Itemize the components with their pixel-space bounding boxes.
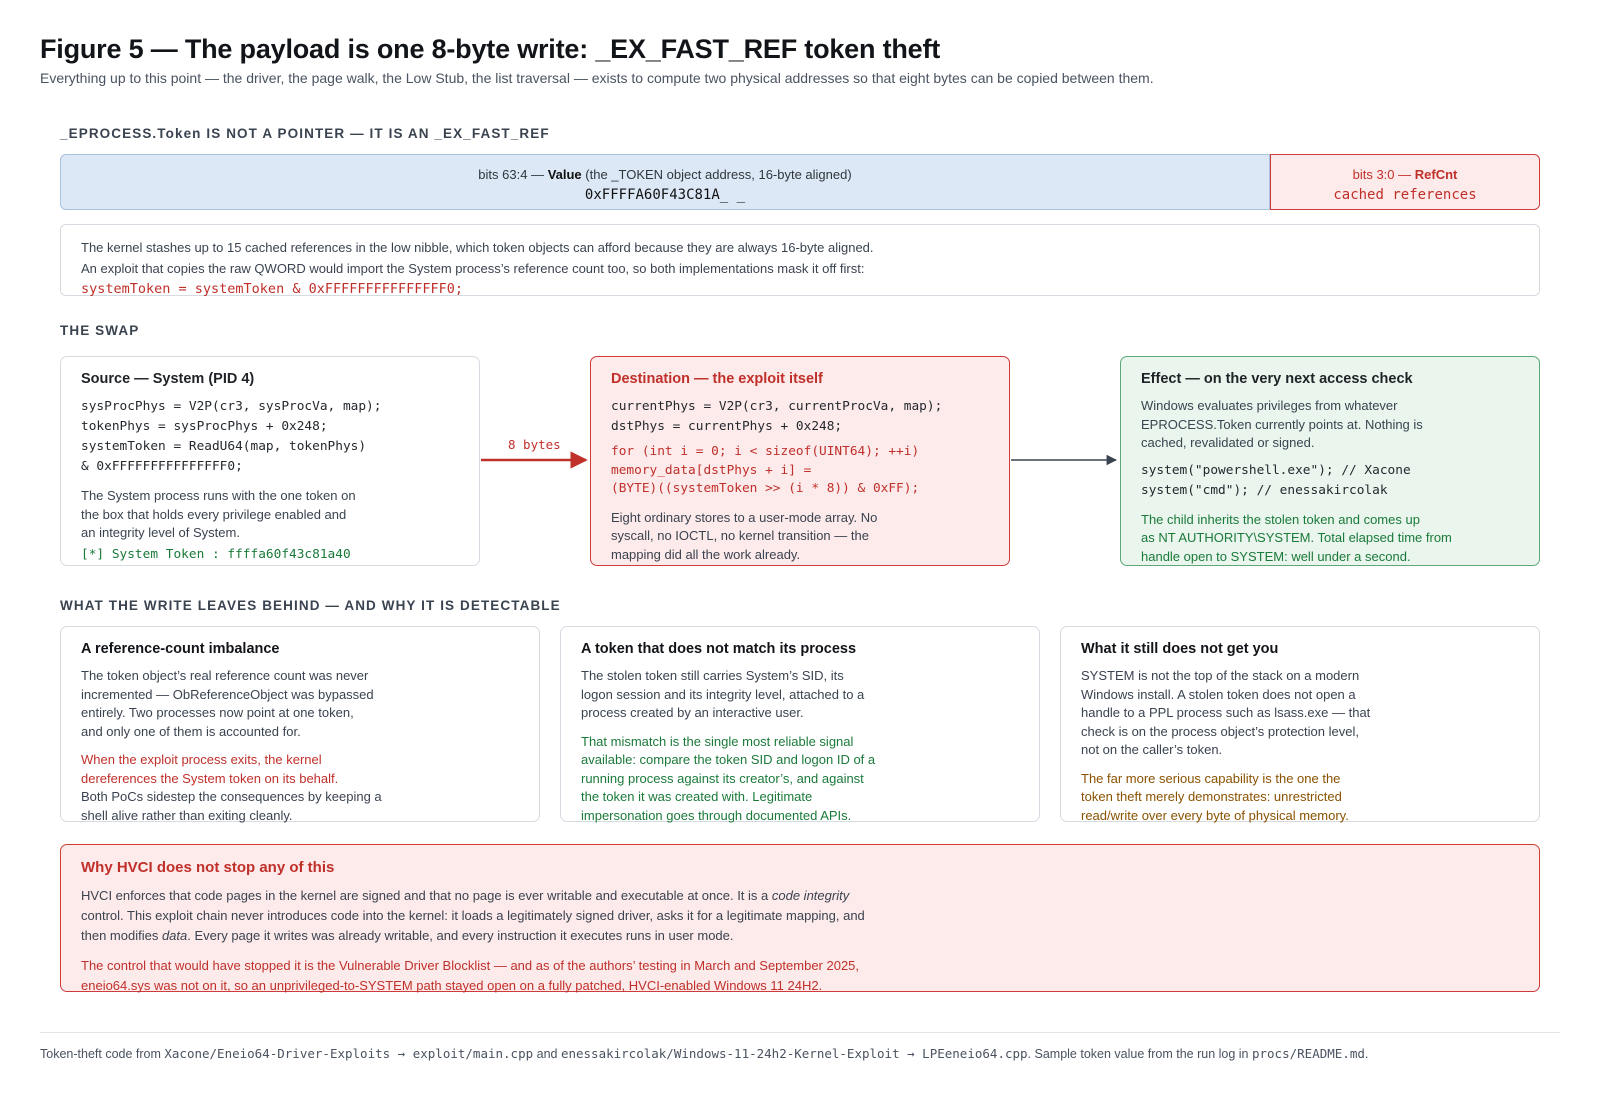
- section-label-detect: WHAT THE WRITE LEAVES BEHIND — AND WHY IT IS DETECTABLE: [60, 598, 561, 613]
- effect-result: [1141, 511, 1519, 567]
- source-path: procs/README.md: [1251, 1046, 1365, 1061]
- value-example: 0xFFFFA60F43C81A_ _: [584, 187, 746, 203]
- mask-code: systemToken = systemToken & 0xFFFFFFFFFFFFFFF0;: [81, 281, 464, 297]
- code-line: currentPhys = V2P(cr3, currentProcVa, map);: [611, 399, 943, 414]
- value-desc: (the _TOKEN object address, 16-byte aligned): [585, 167, 852, 182]
- hvci-paragraph-2: [81, 956, 1519, 996]
- body-line: control. This exploit chain never introduces code into the kernel: it loads a legitimately signed driver, asks it for a legitimate mapping, and: [81, 908, 865, 923]
- body-line: process created by an interactive user.: [581, 705, 804, 720]
- text-run: and: [533, 1047, 561, 1061]
- note-line-1: The kernel stashes up to 15 cached references in the low nibble, which token objects can afford because they are always 16-byte aligned.: [81, 240, 874, 255]
- code-line: system("powershell.exe"); // Xacone: [1141, 462, 1411, 478]
- card-body: [1081, 667, 1519, 760]
- code-line: memory_data[dstPhys + i] =: [611, 462, 812, 478]
- text-run: then modifies: [81, 928, 162, 943]
- code-line: tokenPhys = sysProcPhys + 0x248;: [81, 419, 328, 434]
- body-line: and only one of them is accounted for.: [81, 723, 301, 739]
- body-line: entirely. Two processes now point at one token,: [81, 705, 354, 720]
- body-line: Windows install. A stolen token does not open a: [1081, 686, 1356, 702]
- body-line: available: compare the token SID and logon ID of a: [581, 752, 876, 767]
- hvci-callout: [60, 844, 1540, 992]
- section-label-token: _EPROCESS.Token IS NOT A POINTER — IT IS AN _EX_FAST_REF: [60, 126, 550, 141]
- code-line: systemToken = ReadU64(map, tokenPhys): [81, 439, 367, 454]
- refcnt-bits: bits 3:0 —: [1352, 167, 1412, 182]
- text-run: . Sample token value from the run log in: [1027, 1047, 1252, 1061]
- card-title: A reference-count imbalance: [81, 641, 280, 657]
- source-title: Source — System (PID 4): [81, 371, 255, 387]
- body-line: dereferences the System token on its behalf.: [81, 770, 339, 786]
- footer-divider: [40, 1032, 1560, 1033]
- effect-code: [1141, 461, 1519, 501]
- body-line: running process against its creator’s, and against: [581, 770, 864, 786]
- card-title: A token that does not match its process: [581, 641, 857, 657]
- page-title: Figure 5 — The payload is one 8-byte write: _EX_FAST_REF token theft: [40, 34, 941, 64]
- body-line: Both PoCs sidestep the consequences by keeping a: [81, 789, 382, 804]
- text-emphasis: data: [161, 928, 188, 943]
- body-line: SYSTEM is not the top of the stack on a modern: [1081, 668, 1360, 683]
- body-line: EPROCESS.Token currently points at. Nothing is: [1141, 416, 1423, 432]
- code-line: & 0xFFFFFFFFFFFFFFF0;: [81, 459, 243, 474]
- body-line: [81, 886, 1519, 906]
- page-subtitle: Everything up to this point — the driver, the page walk, the Low Stub, the list traversal — exists to compute two physical addresses so that eight bytes can be copied between them.: [40, 70, 1154, 86]
- hvci-title: Why HVCI does not stop any of this: [81, 859, 335, 876]
- destination-loop-code: [611, 443, 989, 499]
- body-line: The System process runs with the one token on: [81, 488, 356, 503]
- token-mismatch-card: [560, 626, 1040, 822]
- body-line: eneio64.sys was not on it, so an unprivileged-to-SYSTEM path stayed open on a fully patched, HVCI-enabled Windows 11 24H2.: [81, 978, 823, 993]
- destination-card: [590, 356, 1010, 566]
- body-line: read/write over every byte of physical memory.: [1081, 807, 1349, 823]
- hvci-paragraph-1: [81, 886, 1519, 946]
- card-body: [81, 667, 519, 741]
- body-line: syscall, no IOCTL, no kernel transition — the: [611, 528, 869, 543]
- destination-title: Destination — the exploit itself: [611, 371, 823, 387]
- code-line: (BYTE)((systemToken >> (i * 8)) & 0xFF);: [611, 481, 920, 496]
- effect-body: [1141, 397, 1519, 453]
- body-line: an integrity level of System.: [81, 525, 240, 540]
- body-line: logon session and its integrity level, attached to a: [581, 686, 865, 702]
- body-line: When the exploit process exits, the kernel: [81, 752, 322, 767]
- effect-title: Effect — on the very next access check: [1141, 371, 1413, 387]
- code-line: sysProcPhys = V2P(cr3, sysProcVa, map);: [81, 399, 382, 414]
- body-line: impersonation goes through documented APIs.: [581, 807, 852, 823]
- section-label-swap: THE SWAP: [60, 323, 140, 338]
- code-line: dstPhys = currentPhys + 0x248;: [611, 419, 843, 434]
- card-body: [581, 667, 1019, 723]
- body-line: That mismatch is the single most reliable signal: [581, 733, 854, 749]
- body-line: not on the caller’s token.: [1081, 742, 1223, 757]
- text-run: . Every page it writes was already writable, and every instruction it executes runs in user mode.: [187, 928, 734, 943]
- body-line: handle open to SYSTEM: well under a second.: [1141, 548, 1411, 564]
- source-path: Xacone/Eneio64-Driver-Exploits → exploit/main.cpp: [164, 1046, 534, 1061]
- body-line: token theft merely demonstrates: unrestricted: [1081, 789, 1342, 804]
- card-highlight: [81, 751, 519, 788]
- destination-body: [611, 509, 989, 565]
- body-line: [81, 926, 1519, 946]
- limits-card: [1060, 626, 1540, 822]
- arrow-label-8-bytes: 8 bytes: [508, 437, 561, 452]
- code-line: system("cmd"); // enessakircolak: [1141, 482, 1388, 498]
- source-path: enessakircolak/Windows-11-24h2-Kernel-Exploit → LPEeneio64.cpp: [560, 1046, 1028, 1061]
- refcount-imbalance-card: [60, 626, 540, 822]
- card-highlight: [581, 733, 1019, 826]
- body-line: check is on the process object’s protection level,: [1081, 723, 1359, 739]
- effect-card: [1120, 356, 1540, 566]
- code-line: for (int i = 0; i < sizeof(UINT64); ++i): [611, 444, 920, 459]
- body-line: The token object’s real reference count was never: [81, 668, 369, 683]
- card-title: What it still does not get you: [1081, 641, 1279, 657]
- source-output: [*] System Token : ffffa60f43c81a40: [81, 546, 351, 562]
- note-line-2: An exploit that copies the raw QWORD would import the System process’s reference count too, so both implementations mask it off first:: [81, 261, 865, 276]
- destination-code: [611, 397, 989, 437]
- body-line: as NT AUTHORITY\SYSTEM. Total elapsed time from: [1141, 530, 1452, 545]
- body-line: cached, revalidated or signed.: [1141, 435, 1315, 450]
- body-line: shell alive rather than exiting cleanly.: [81, 807, 293, 823]
- refcnt-desc: cached references: [1333, 187, 1477, 203]
- body-line: Windows evaluates privileges from whatever: [1141, 398, 1398, 413]
- body-line: incremented — ObReferenceObject was bypassed: [81, 686, 374, 702]
- footer-source-note: [40, 1046, 1368, 1061]
- body-line: The far more serious capability is the one the: [1081, 770, 1341, 786]
- card-highlight: [1081, 770, 1519, 826]
- body-line: mapping did all the work already.: [611, 546, 801, 562]
- card-tail: [81, 788, 519, 825]
- body-line: handle to a PPL process such as lsass.exe — that: [1081, 705, 1371, 720]
- text-run: Token-theft code from: [40, 1047, 165, 1061]
- text-emphasis: code integrity: [771, 888, 850, 903]
- refcnt-name: RefCnt: [1414, 167, 1458, 182]
- body-line: The control that would have stopped it is the Vulnerable Driver Blocklist — and as of the authors’ testing in March and September 2025,: [81, 958, 860, 973]
- value-name: Value: [547, 167, 582, 182]
- body-line: the box that holds every privilege enabled and: [81, 506, 347, 522]
- body-line: Eight ordinary stores to a user-mode array. No: [611, 509, 878, 525]
- body-line: The child inherits the stolen token and comes up: [1141, 511, 1420, 527]
- value-bits: bits 63:4 —: [478, 167, 545, 182]
- body-line: the token it was created with. Legitimate: [581, 789, 813, 804]
- text-run: HVCI enforces that code pages in the kernel are signed and that no page is ever writable and executable at once. It is a: [81, 888, 772, 903]
- body-line: The stolen token still carries System’s SID, its: [581, 668, 844, 683]
- text-run: .: [1364, 1047, 1369, 1061]
